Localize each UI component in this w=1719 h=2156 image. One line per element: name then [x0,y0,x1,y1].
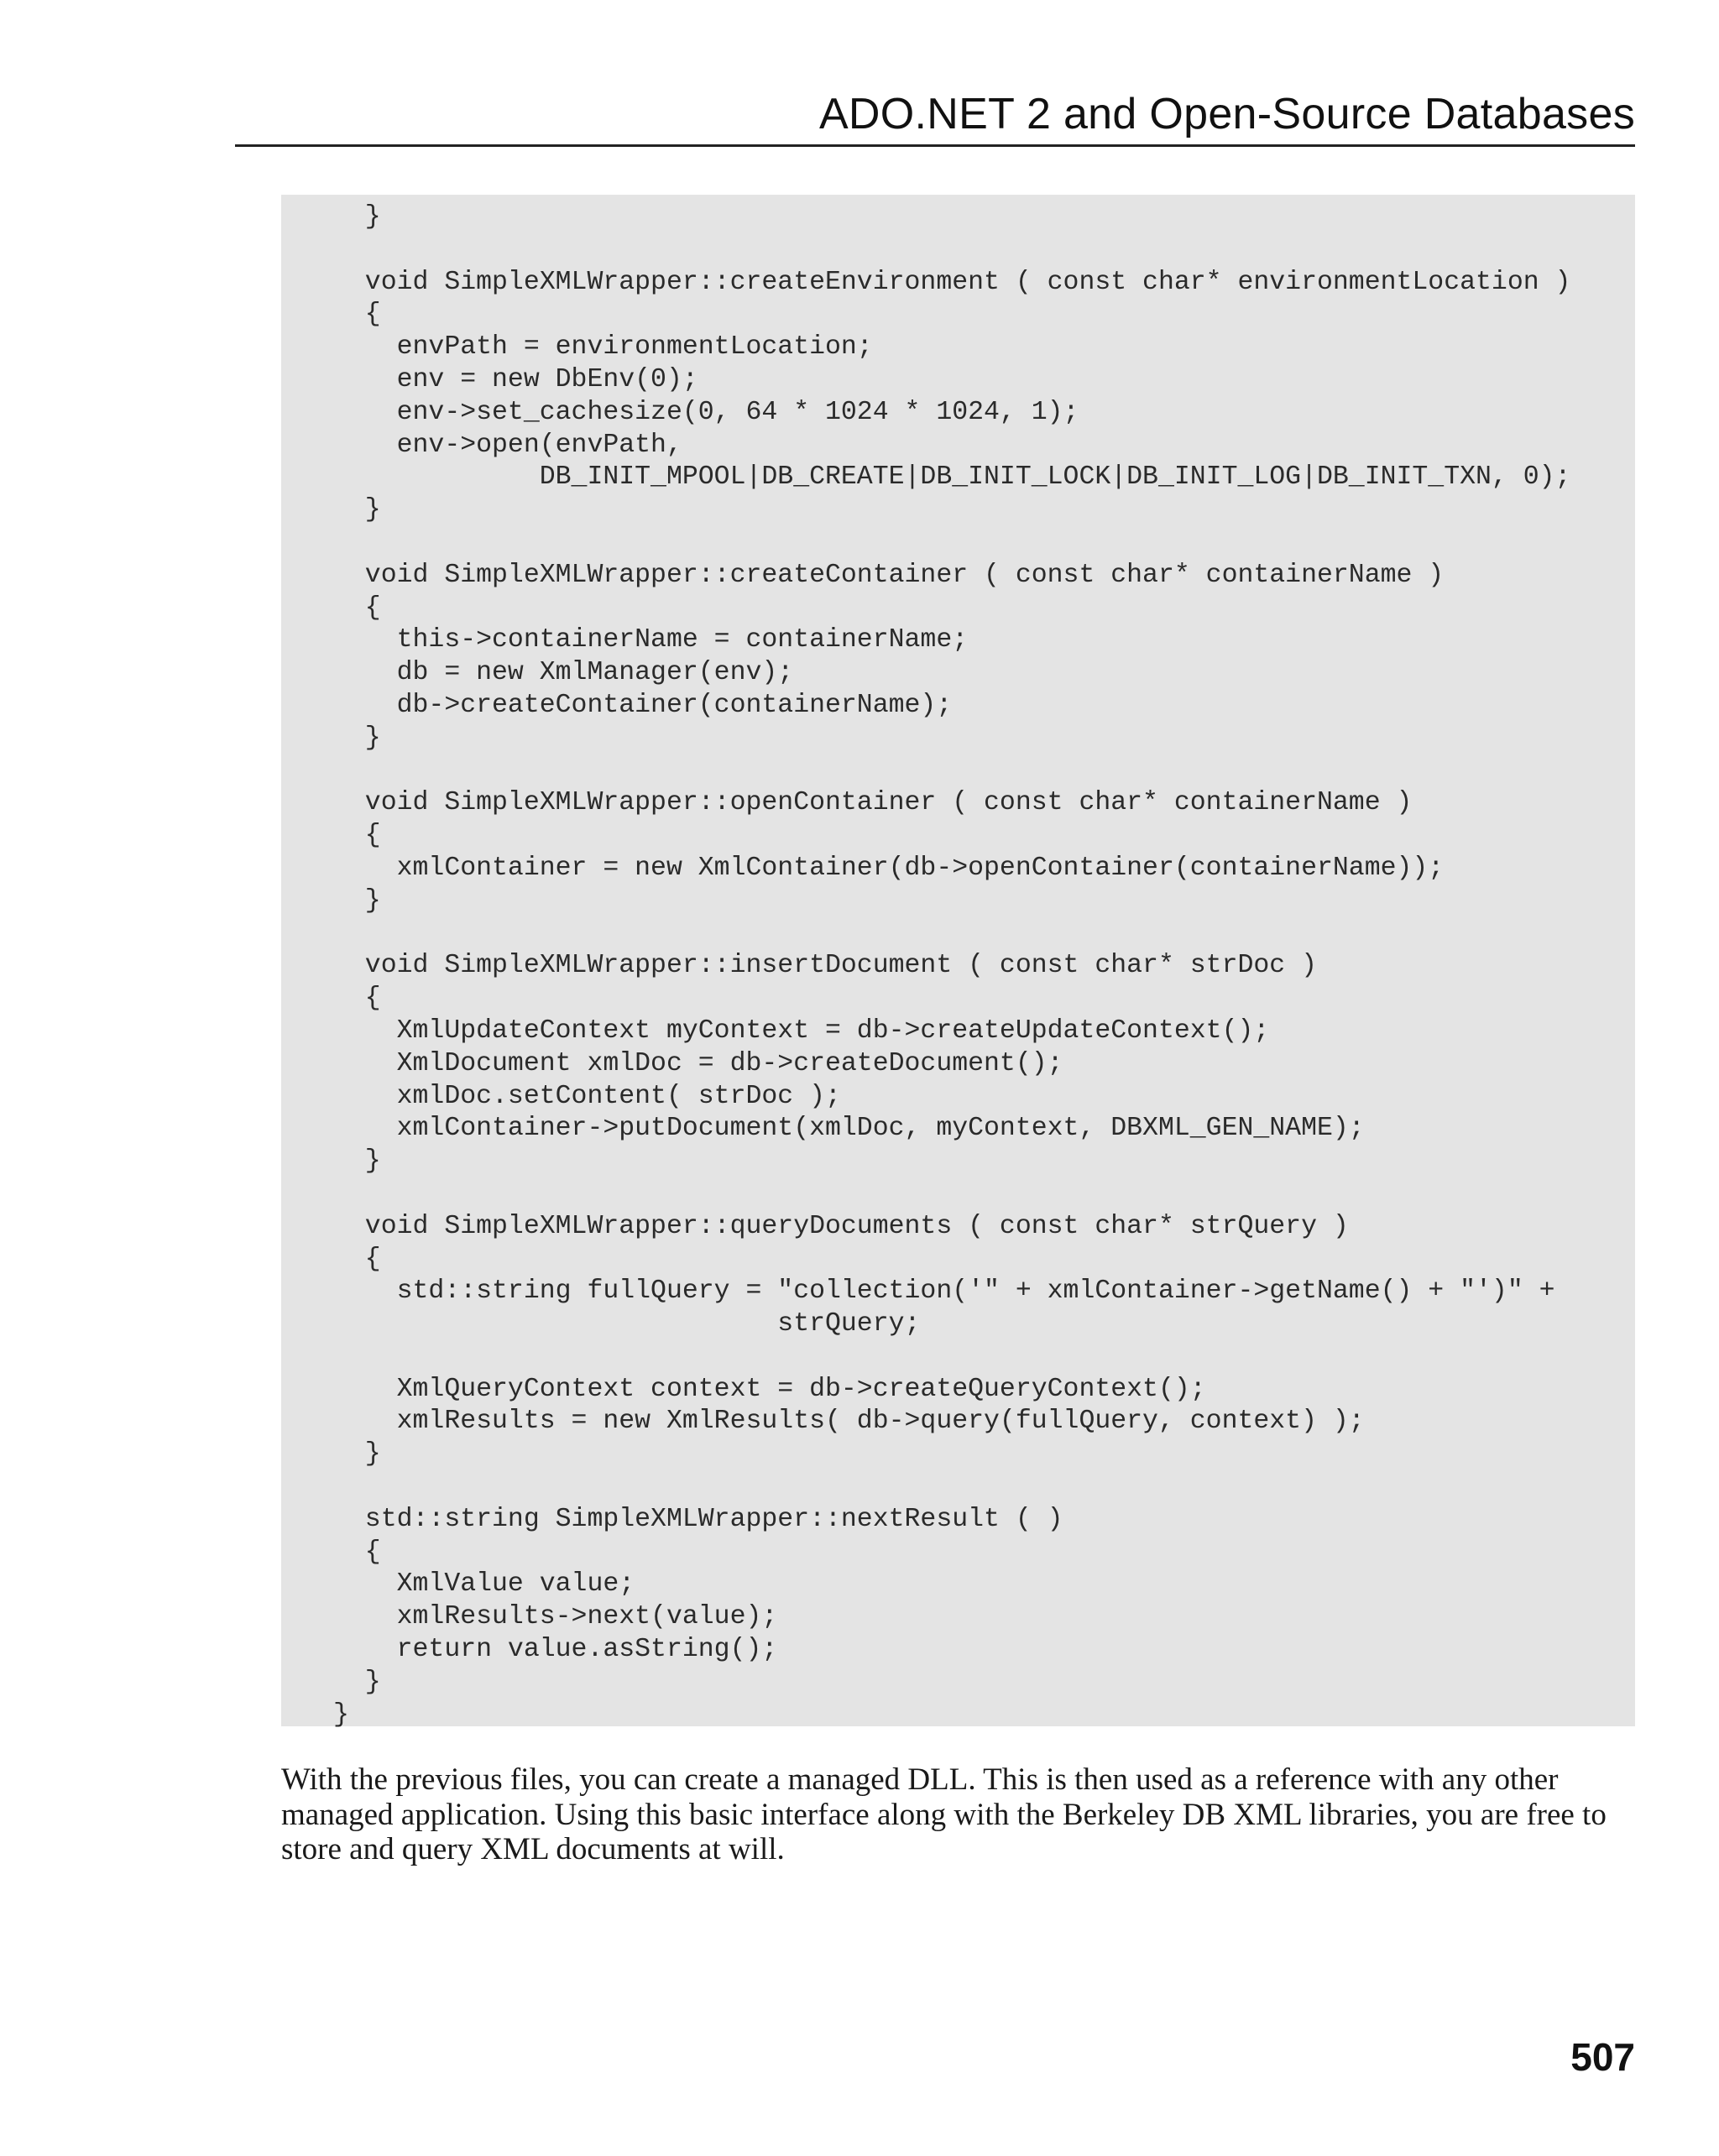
code-text: } void SimpleXMLWrapper::createEnvironment ( const char* environmentLocation ) { envPath = environmentLocation; env = new DbEnv(0); env->set_cachesize(0, 64 * 1024 * 1024, 1); env->open(envPath, DB_INIT_MPOOL|DB_CREATE|DB_INIT_LOCK|DB_INIT_LOG|DB_INIT_TXN, 0); } void SimpleXMLWrapper::createContainer ( const char* containerName ) { this->containerName = containerName; db = new XmlManager(env); db->createContainer(containerName); } void SimpleXMLWrapper::openContainer ( const char* containerName ) { xmlContainer = new XmlContainer(db->openContainer(containerName)); } void SimpleXMLWrapper::insertDocument ( const char* strDoc ) { XmlUpdateContext myContext = db->createUpdateContext(); XmlDocument xmlDoc = db->createDocument(); xmlDoc.setContent( strDoc ); xmlContainer->putDocument(xmlDoc, myContext, DBXML_GEN_NAME); } void SimpleXMLWrapper::queryDocuments ( const char* strQuery ) { std::string fullQuery = "collection('" + xmlContainer->getName() + "')" + strQuery; XmlQueryContext context = db->createQueryContext(); xmlResults = new XmlResults( db->query(fullQuery, context) ); } std::string SimpleXMLWrapper::nextResult ( ) { XmlValue value; xmlResults->next(value); return value.asString(); } } [333,202,1571,1730]
code-listing [281,195,1635,1730]
chapter-title: ADO.NET 2 and Open-Source Databases [818,90,1635,138]
running-header [235,84,1635,147]
page-number: 507 [1570,2035,1635,2079]
body-paragraph: With the previous files, you can create a managed DLL. This is then used as a reference with any other managed application. Using this basic interface along with the Berkeley DB XML libraries, you are free to store and query XML documents at will. [281,1762,1607,1866]
